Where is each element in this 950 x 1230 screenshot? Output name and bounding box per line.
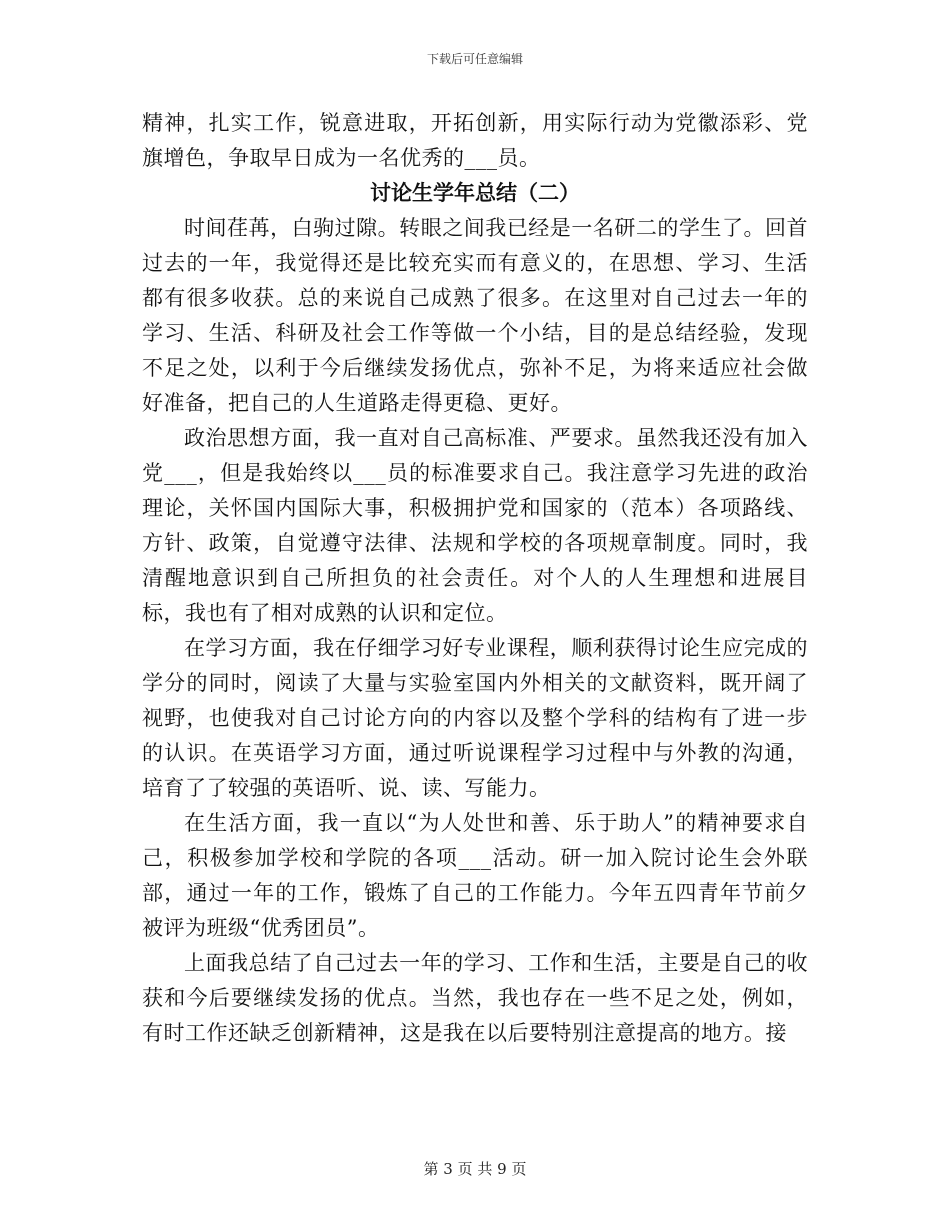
paragraph-continuation: 精神，扎实工作，锐意进取，开拓创新，用实际行动为党徽添彩、党旗增色，争取早日成为一名优秀的___员。 xyxy=(142,111,808,170)
section-title: 讨论生学年总结（二） xyxy=(370,181,580,205)
document-body xyxy=(142,106,808,1051)
page-header: 下载后可任意编辑 xyxy=(426,52,523,66)
paragraph-study: 在学习方面，我在仔细学习好专业课程，顺利获得讨论生应完成的学分的同时，阅读了大量与实验室国内外相关的文献资料，既开阔了视野，也使我对自己讨论方向的内容以及整个学科的结构有了进一步的认识。在英语学习方面，通过听说课程学习过程中与外教的沟通，培育了了较强的英语听、说、读、写能力。 xyxy=(142,636,808,800)
page-number: 第 3 页 共 9 页 xyxy=(423,1160,527,1178)
paragraph-intro: 时间荏苒，白驹过隙。转眼之间我已经是一名研二的学生了。回首过去的一年，我觉得还是比较充实而有意义的，在思想、学习、生活都有很多收获。总的来说自己成熟了很多。在这里对自己过去一年的学习、生活、科研及社会工作等做一个小结，目的是总结经验，发现不足之处，以利于今后继续发扬优点，弥补不足，为将来适应社会做好准备，把自己的人生道路走得更稳、更好。 xyxy=(142,216,808,415)
paragraph-political: 政治思想方面，我一直对自己高标准、严要求。虽然我还没有加入党___，但是我始终以___员的标准要求自己。我注意学习先进的政治理论，关怀国内国际大事，积极拥护党和国家的（范本）各项路线、方针、政策，自觉遵守法律、法规和学校的各项规章制度。同时，我清醒地意识到自己所担负的社会责任。对个人的人生理想和进展目标，我也有了相对成熟的认识和定位。 xyxy=(142,426,808,625)
paragraph-summary: 上面我总结了自己过去一年的学习、工作和生活，主要是自己的收获和今后要继续发扬的优点。当然，我也存在一些不足之处，例如，有时工作还缺乏创新精神，这是我在以后要特别注意提高的地方。接 xyxy=(142,951,808,1045)
paragraph-life: 在生活方面，我一直以“为人处世和善、乐于助人”的精神要求自己，积极参加学校和学院的各项___活动。研一加入院讨论生会外联部，通过一年的工作，锻炼了自己的工作能力。今年五四青年节前夕被评为班级“优秀团员”。 xyxy=(142,811,808,940)
